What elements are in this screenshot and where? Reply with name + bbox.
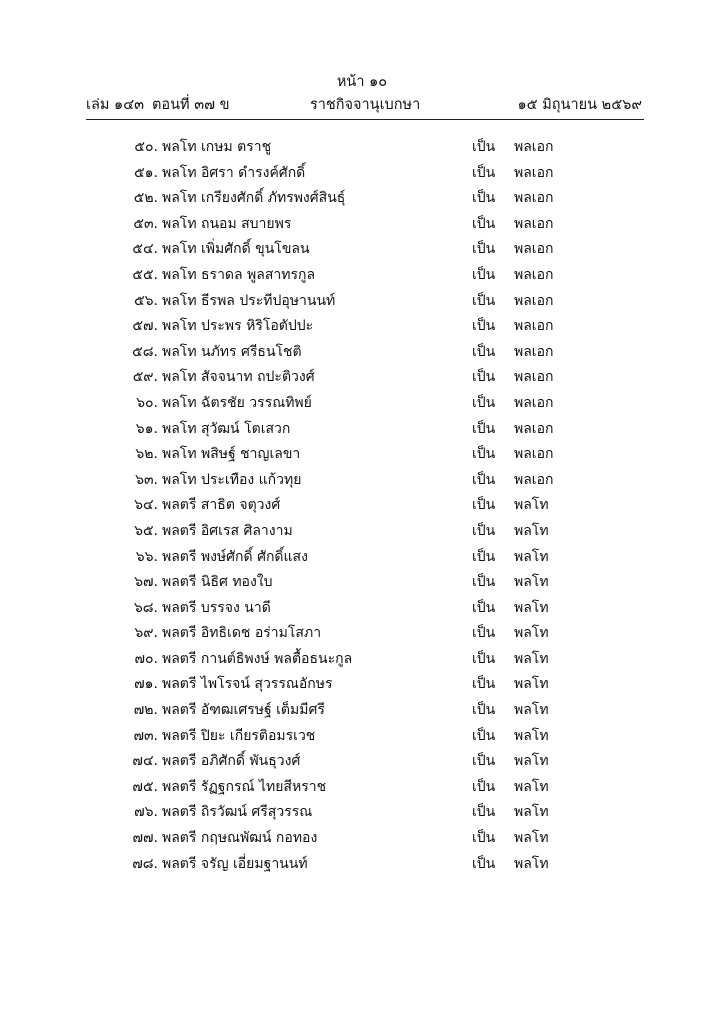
entry-name: พลโท ถนอม สบายพร [162, 215, 292, 232]
entry-name: พลตรี นิธิศ ทองใบ [162, 574, 273, 591]
entry-name: พลตรี ปิยะ เกียรติอมรเวช [162, 727, 316, 744]
entry-verb: เป็น [472, 343, 496, 360]
list-item [0, 469, 724, 495]
entry-rank: พลโท [514, 650, 549, 667]
gazette-header [86, 95, 644, 120]
list-item [0, 827, 724, 853]
entry-name: พลตรี อิศเรส ศิลางาม [162, 522, 293, 539]
entry-name: พลโท ฉัตรชัย วรรณทิพย์ [162, 394, 312, 411]
entry-rank: พลโท [514, 727, 549, 744]
entry-name: พลโท พสิษฐ์ ชาญเลขา [162, 446, 301, 463]
entry-name: พลตรี สาธิต จตุวงศ์ [162, 497, 281, 514]
entry-verb: เป็น [472, 830, 496, 847]
entry-name: พลตรี ไพโรจน์ สุวรรณอักษร [162, 676, 333, 693]
entry-number: ๗๐. [134, 650, 158, 667]
entry-verb: เป็น [472, 855, 496, 872]
list-item [0, 162, 724, 188]
entry-rank: พลเอก [514, 215, 554, 232]
entry-number: ๕๓. [133, 215, 158, 232]
entry-rank: พลโท [514, 599, 549, 616]
entry-number: ๕๖. [134, 292, 158, 309]
entry-rank: พลโท [514, 625, 549, 642]
entry-number: ๕๐. [134, 139, 158, 155]
entry-rank: พลเอก [514, 394, 554, 411]
entry-name: พลตรี กานต์ธิพงษ์ พลตื้อธนะกูล [162, 650, 353, 667]
entry-number: ๗๓. [133, 727, 158, 744]
entry-verb: เป็น [472, 650, 496, 667]
entry-verb: เป็น [472, 702, 496, 719]
entry-name: พลโท ธราดล พูลสาทรกูล [162, 266, 316, 283]
entry-number: ๖๐. [136, 394, 158, 411]
entry-verb: เป็น [472, 804, 496, 821]
list-item [0, 238, 724, 264]
list-item [0, 673, 724, 699]
entry-rank: พลเอก [514, 343, 554, 360]
entry-rank: พลโท [514, 804, 549, 821]
entry-rank: พลโท [514, 702, 549, 719]
entry-rank: พลเอก [514, 420, 554, 437]
list-item [0, 366, 724, 392]
entry-rank: พลเอก [514, 318, 554, 335]
entry-number: ๖๙. [134, 625, 158, 642]
entry-number: ๗๔. [132, 753, 158, 770]
page-number: หน้า ๑๐ [336, 74, 388, 90]
entry-number: ๖๖. [135, 548, 158, 565]
entry-verb: เป็น [472, 215, 496, 232]
entry-verb: เป็น [472, 164, 496, 181]
entry-number: ๖๒. [135, 446, 158, 463]
entry-verb: เป็น [472, 420, 496, 437]
entry-number: ๖๕. [134, 522, 158, 539]
list-item [0, 264, 724, 290]
entry-verb: เป็น [472, 446, 496, 463]
entry-number: ๗๗. [132, 830, 158, 847]
entry-name: พลตรี รัฏฐกรณ์ ไทยสีหราช [162, 778, 327, 795]
entry-number: ๖๓. [135, 471, 158, 488]
entry-number: ๗๑. [134, 676, 158, 693]
entry-rank: พลเอก [514, 292, 554, 309]
entry-rank: พลเอก [514, 164, 554, 181]
entry-number: ๕๑. [134, 164, 158, 181]
entry-verb: เป็น [472, 139, 496, 155]
entry-rank: พลโท [514, 753, 549, 770]
list-item [0, 418, 724, 444]
entry-name: พลตรี อิทธิเดช อร่ามโสภา [162, 625, 322, 642]
entry-number: ๕๘. [132, 343, 158, 360]
list-item [0, 853, 724, 879]
entry-rank: พลเอก [514, 266, 554, 283]
entry-name: พลตรี ถิรวัฒน์ ศรีสุวรรณ [162, 804, 313, 821]
entry-verb: เป็น [472, 778, 496, 795]
list-item [0, 187, 724, 213]
list-item [0, 443, 724, 469]
entry-number: ๖๗. [134, 574, 158, 591]
entry-verb: เป็น [472, 497, 496, 514]
list-item [0, 392, 724, 418]
list-item [0, 494, 724, 520]
list-item [0, 801, 724, 827]
entry-verb: เป็น [472, 394, 496, 411]
entry-number: ๕๕. [132, 266, 158, 283]
entry-name: พลโท นภัทร ศรีธนโชติ [162, 343, 302, 360]
entry-verb: เป็น [472, 266, 496, 283]
entry-name: พลโท อิศรา ดำรงค์ศักดิ์ [162, 164, 306, 181]
entry-verb: เป็น [472, 625, 496, 642]
entry-rank: พลเอก [514, 190, 554, 207]
entry-number: ๖๔. [134, 497, 158, 514]
entry-verb: เป็น [472, 548, 496, 565]
entry-name: พลตรี อัฑฒเศรษฐ์ เต็มมีศรี [162, 702, 325, 719]
entry-number: ๖๘. [133, 599, 158, 616]
entry-name: พลตรี พงษ์ศักดิ์ ศักดิ์แสง [162, 548, 308, 565]
list-item [0, 597, 724, 623]
entry-verb: เป็น [472, 599, 496, 616]
entry-number: ๕๔. [132, 241, 158, 258]
entry-rank: พลโท [514, 855, 549, 872]
entry-rank: พลเอก [514, 241, 554, 258]
list-item [0, 776, 724, 802]
entry-name: พลตรี บรรจง นาดี [162, 599, 271, 616]
entry-number: ๗๕. [132, 778, 158, 795]
list-item [0, 546, 724, 572]
entry-rank: พลโท [514, 522, 549, 539]
volume-number: เล่ม ๑๔๓ [86, 97, 145, 113]
entry-name: พลตรี อภิศักดิ์ พันธุวงศ์ [162, 753, 301, 770]
entry-rank: พลโท [514, 830, 549, 847]
entry-verb: เป็น [472, 753, 496, 770]
entry-rank: พลโท [514, 676, 549, 693]
entry-rank: พลเอก [514, 139, 554, 155]
entry-verb: เป็น [472, 727, 496, 744]
list-item [0, 725, 724, 751]
entry-verb: เป็น [472, 292, 496, 309]
entry-number: ๗๖. [134, 804, 158, 821]
entry-rank: พลโท [514, 574, 549, 591]
entry-name: พลโท ธีรพล ประทีปอุษานนท์ [162, 292, 336, 309]
entry-name: พลโท เกษม ตราชู [162, 139, 272, 155]
part-number: ตอนที่ ๓๗ ข [152, 97, 230, 113]
entry-verb: เป็น [472, 471, 496, 488]
entry-rank: พลโท [514, 548, 549, 565]
entry-name: พลโท สัจจนาท ถปะติวงศ์ [162, 369, 315, 386]
entry-rank: พลโท [514, 778, 549, 795]
list-item [0, 341, 724, 367]
list-item [0, 571, 724, 597]
entry-name: พลโท สุวัฒน์ โตเสวก [162, 420, 291, 437]
entry-number: ๕๗. [132, 318, 158, 335]
entry-name: พลโท เพิ่มศักดิ์ ขุนโขลน [162, 241, 310, 258]
list-item [0, 213, 724, 239]
list-item [0, 136, 724, 162]
entry-name: พลโท ประเทือง แก้วทุย [162, 471, 302, 488]
entry-verb: เป็น [472, 190, 496, 207]
entry-name: พลตรี จรัญ เอี่ยมฐานนท์ [162, 855, 308, 872]
entry-verb: เป็น [472, 369, 496, 386]
entry-number: ๗๘. [132, 855, 158, 872]
list-item [0, 315, 724, 341]
list-item [0, 648, 724, 674]
list-item [0, 290, 724, 316]
list-item [0, 750, 724, 776]
gazette-name: ราชกิจจานุเบกษา [310, 97, 421, 113]
entry-rank: พลโท [514, 497, 549, 514]
entry-verb: เป็น [472, 676, 496, 693]
entry-number: ๕๒. [133, 190, 158, 207]
entry-verb: เป็น [472, 318, 496, 335]
entry-verb: เป็น [472, 574, 496, 591]
promotion-list [0, 136, 724, 878]
entry-name: พลโท เกรียงศักดิ์ ภัทรพงศ์สินธุ์ [162, 190, 346, 207]
entry-number: ๖๑. [135, 420, 158, 437]
list-item [0, 622, 724, 648]
entry-rank: พลเอก [514, 446, 554, 463]
entry-number: ๕๙. [132, 369, 158, 386]
issue-date: ๑๕ มิถุนายน ๒๕๖๙ [517, 97, 642, 113]
entry-rank: พลเอก [514, 471, 554, 488]
entry-number: ๗๒. [133, 702, 158, 719]
entry-name: พลตรี กฤษณพัฒน์ กอทอง [162, 830, 318, 847]
list-item [0, 699, 724, 725]
entry-verb: เป็น [472, 522, 496, 539]
entry-verb: เป็น [472, 241, 496, 258]
list-item [0, 520, 724, 546]
entry-rank: พลเอก [514, 369, 554, 386]
entry-name: พลโท ประพร หิริโอตัปปะ [162, 318, 314, 335]
